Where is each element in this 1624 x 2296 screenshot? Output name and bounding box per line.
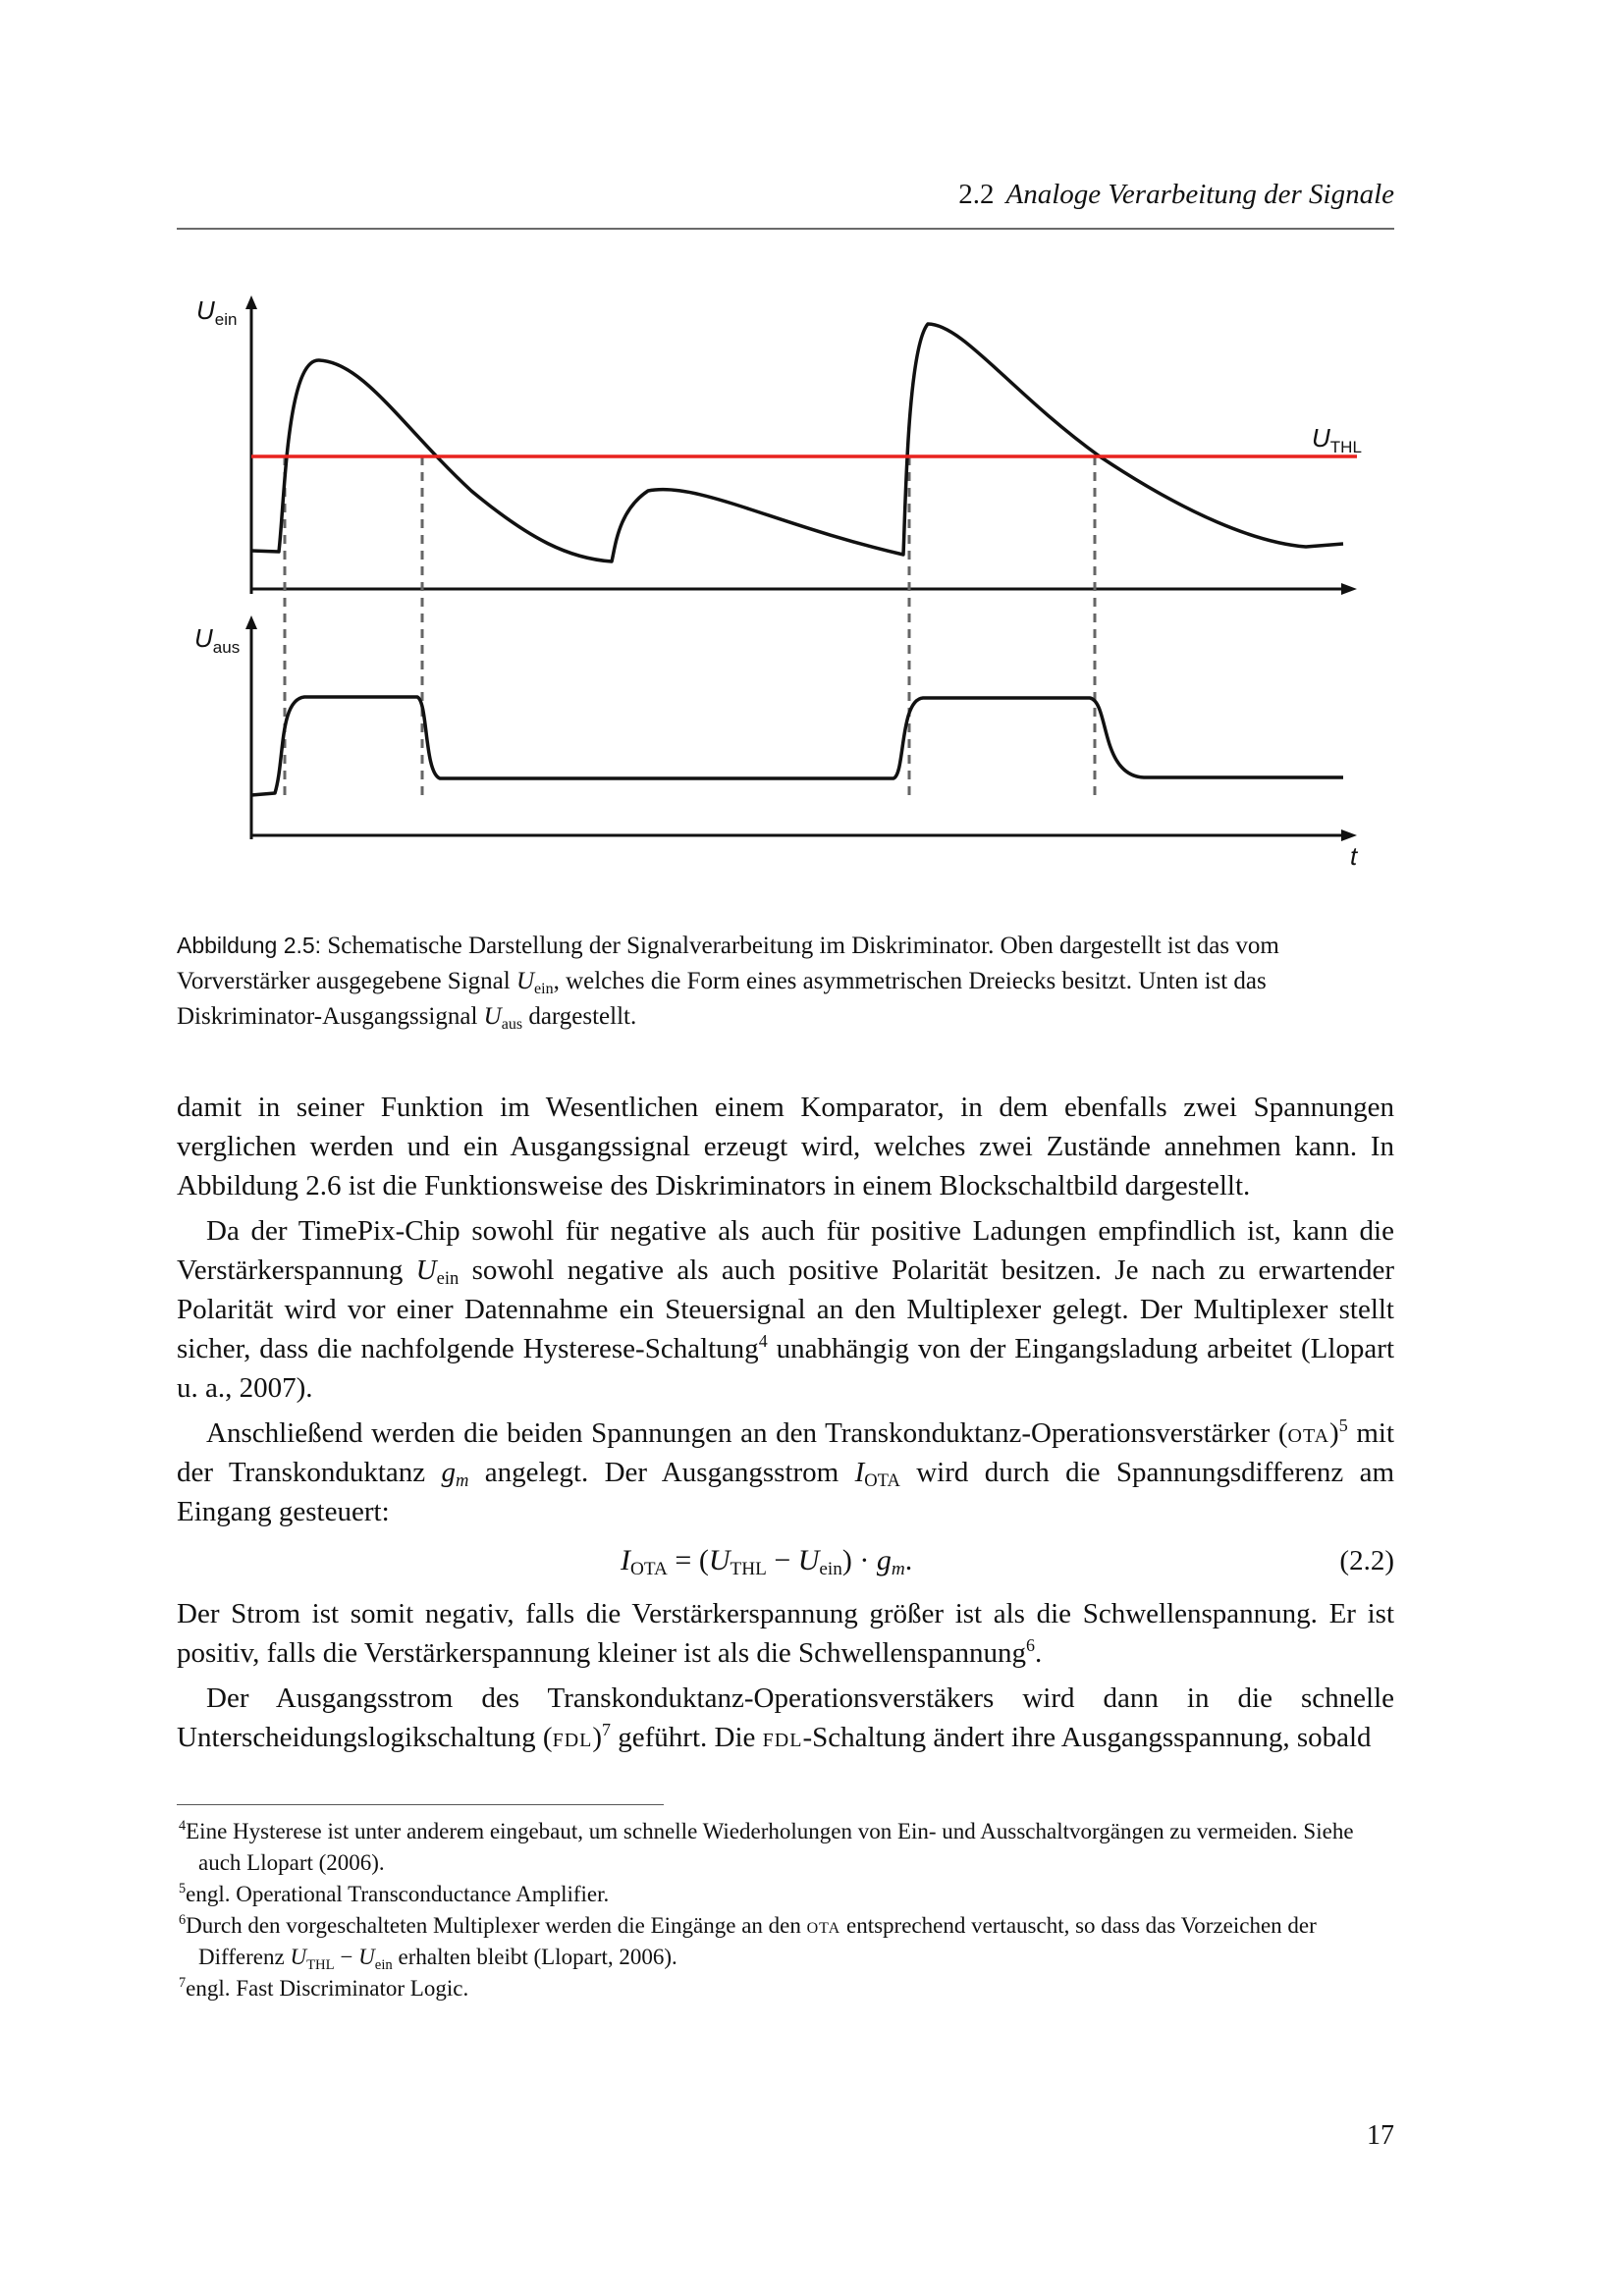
caption-text-1: Schematische Darstellung der Signalverarbeitung im Diskriminator. Oben dargestellt ist das vom Vorverstärker ausgegebene Signal (177, 933, 1279, 994)
caption-u-ein-sub: ein (534, 981, 554, 997)
running-header (177, 179, 1394, 230)
output-signal-trace (251, 697, 1343, 795)
footnote-4: $^4$Eine Hysterese ist unter anderem eingebaut, um schnelle Wiederholungen von Ein- und Ausschaltvorgängen zu vermeiden. Siehe auch Llopart (2006). (179, 1818, 1354, 1875)
fdl-abbrev: fdl (552, 1722, 593, 1753)
caption-label: Abbildung 2.5: (177, 933, 322, 958)
caption-u-aus: U (483, 1003, 502, 1030)
input-signal-trace (251, 324, 1343, 561)
footnote-5: $^5$engl. Operational Transconductance Amplifier. (179, 1881, 610, 1906)
caption-text-3: dargestellt. (528, 1003, 637, 1030)
body-text (177, 1088, 1394, 1763)
footnote-6: $^6$Durch den vorgeschalteten Multiplexer werden die Eingänge an den ota entsprechend vertauscht, so dass das Vorzeichen der Differenz $U_{THL} - U_{ein}$ erhalten bleibt (Llopart, 2006). (179, 1912, 1317, 1973)
footnote-ref-5: 5 (1338, 1415, 1348, 1435)
caption-text-2: , welches die Form eines asymmetrischen Dreiecks besitzt. Unten ist das Diskriminator-Ausgangssignal (177, 968, 1267, 1030)
caption-u-ein: U (515, 968, 535, 994)
footnote-ref-7: 7 (602, 1720, 612, 1739)
footnote-separator (177, 1804, 664, 1805)
u-ein-axis-label: $U_{ein}$ (196, 295, 238, 329)
p2-u-ein: U (415, 1255, 437, 1286)
paragraph-1: damit in seiner Funktion im Wesentlichen einem Komparator, in dem ebenfalls zwei Spannungen verglichen werden und ein Ausgangssignal erzeugt wird, welches zwei Zustände annehmen kann. In Abbildung 2.6 ist die Funktionsweise des Diskriminators in einem Blockschaltbild dargestellt. (177, 1092, 1394, 1201)
footnote-ref-6: 6 (1026, 1635, 1035, 1655)
ota-abbrev: ota (1287, 1417, 1330, 1449)
paragraph-2: Da der TimePix-Chip sowohl für negative als auch für positive Ladungen empfindlich ist, kann die Verstärkerspannung $U_{ein}$ sowohl negative als auch positive Polarität besitzen. Je nach zu erwartender Polarität wird vor einer Datennahme ein Steuersignal an den Multiplexer gelegt. Der Multiplexer stellt sicher, dass die nachfolgende Hysterese-Schaltung$^4$ unabhängig von der Eingangsladung arbeitet (Llopart u. a., 2007). (177, 1215, 1395, 1404)
equation-formula: $I_{OTA} = (U_{THL} - U_{ein}) \cdot g_m$. (621, 1544, 913, 1579)
paragraph-3: Anschließend werden die beiden Spannungen an den Transkonduktanz-Operationsverstärker (ota)$^5$ mit der Transkonduktanz $g_m$ angelegt. Der Ausgangsstrom $I_{OTA}$ wird durch die Spannungsdifferenz am Eingang gesteuert: (177, 1415, 1395, 1527)
paragraph-4: Der Strom ist somit negativ, falls die Verstärkerspannung größer ist als die Schwellenspannung. Er ist positiv, falls die Verstärkerspannung kleiner ist als die Schwellenspannung$^6$. (177, 1598, 1394, 1669)
section-name: Analoge Verarbeitung der Signale (1005, 179, 1394, 210)
lower-y-arrowhead (245, 615, 257, 629)
footnote-ref-4: 4 (758, 1331, 768, 1351)
upper-x-arrowhead (1341, 583, 1357, 595)
footnote-7: $^7$engl. Fast Discriminator Logic. (179, 1975, 469, 2001)
t-axis-label: t (1350, 841, 1358, 871)
u-thl-label: $U_{THL}$ (1312, 423, 1362, 456)
section-title (958, 179, 1394, 211)
section-number: 2.2 (958, 179, 995, 210)
equation-number: (2.2) (1339, 1545, 1394, 1576)
footnotes (177, 1816, 1394, 2004)
figure-caption (177, 928, 1394, 1035)
page-number: 17 (1367, 2120, 1394, 2151)
paragraph-5: Der Ausgangsstrom des Transkonduktanz-Operationsverstäkers wird dann in die schnelle Unterscheidungslogikschaltung (fdl)$^7$ geführt. Die fdl-Schaltung ändert ihre Ausgangsspannung, sobald (177, 1682, 1394, 1753)
upper-y-arrowhead (245, 295, 257, 309)
discriminator-signal-figure (177, 290, 1394, 888)
lower-x-arrowhead (1341, 829, 1357, 841)
caption-u-aus-sub: aus (501, 1016, 523, 1033)
equation-2-2 (177, 1537, 1394, 1586)
u-aus-axis-label: $U_{aus}$ (194, 623, 241, 657)
